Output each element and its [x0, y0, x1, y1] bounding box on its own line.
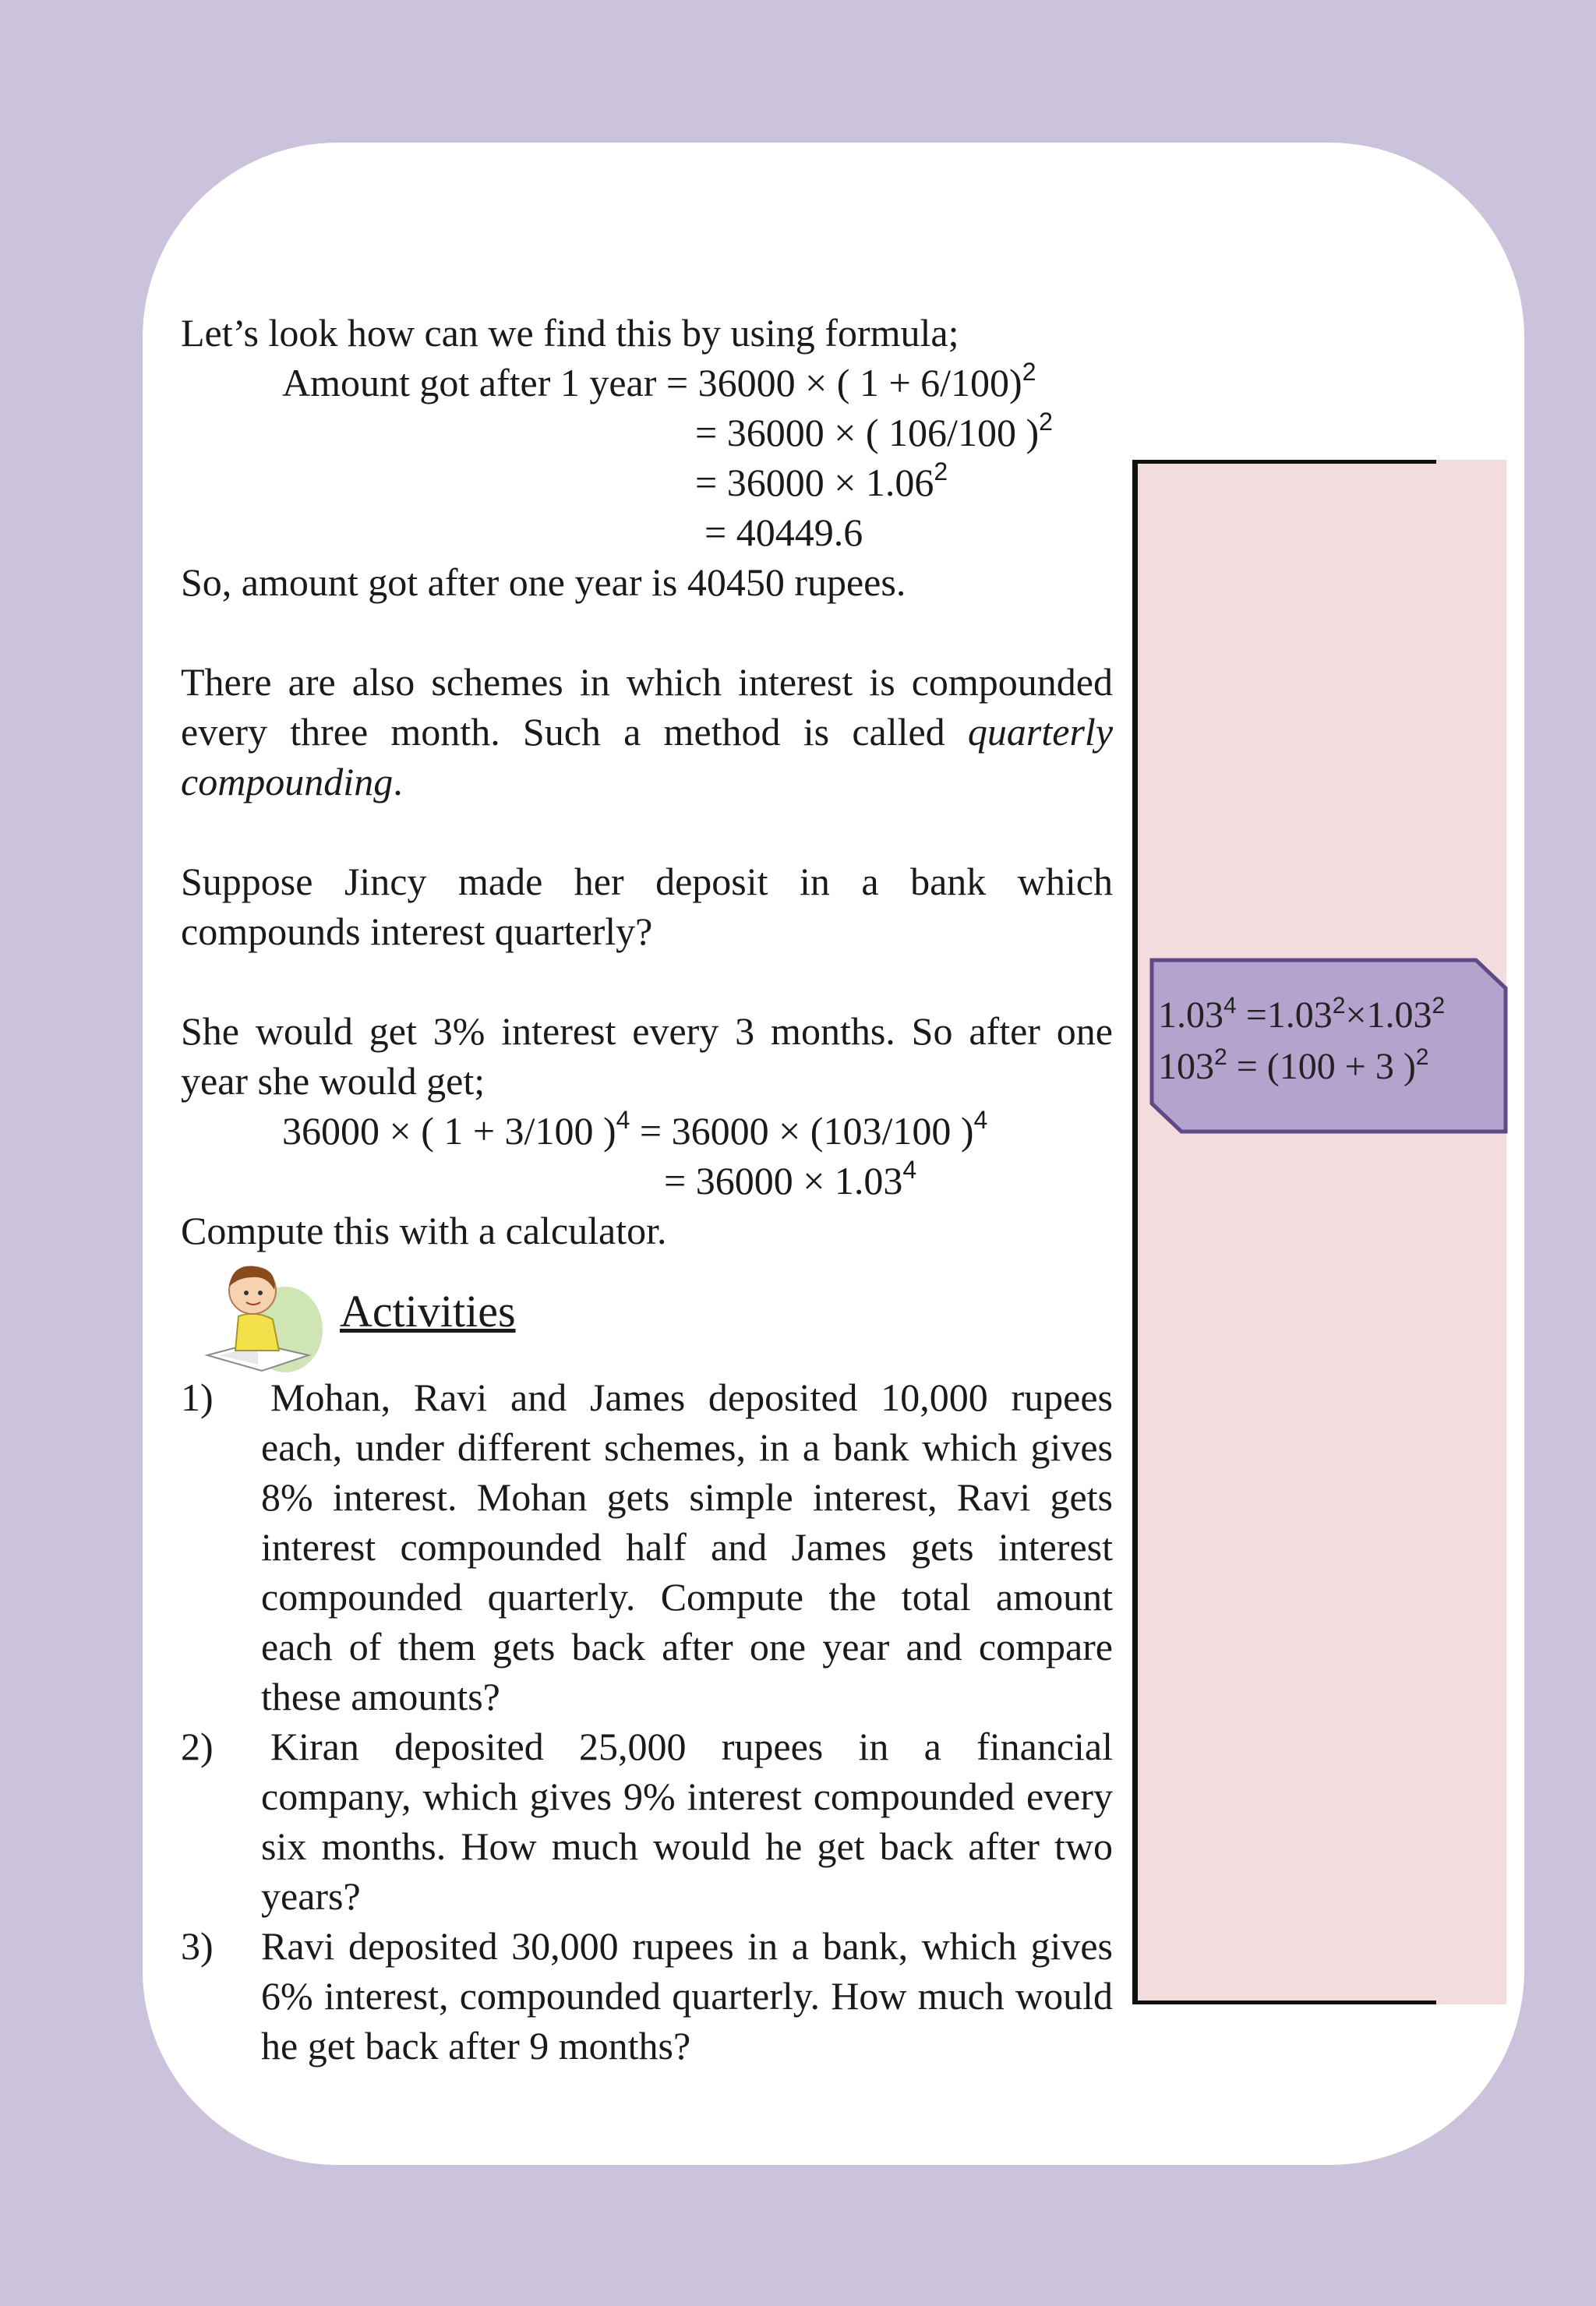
- activity-number: 1): [181, 1375, 214, 1419]
- compute-line: Compute this with a calculator.: [181, 1209, 667, 1252]
- main-text: [181, 308, 1113, 2071]
- activity-item-1: [181, 1372, 1113, 1722]
- so-amount-line: So, amount got after one year is 40450 rupees.: [181, 560, 906, 604]
- activities-list: [181, 1372, 1113, 2071]
- calc2-line-2: = $36000 \times 1.03^4$: [664, 1156, 917, 1202]
- activity-text: Mohan, Ravi and James deposited 10,000 rupees each, under different schemes, in a bank which gives 8% interest. Mohan gets simple interest, Ravi gets interest compounded half and James gets interest compounded quarterly. Compute the total amount each of them gets back after one year and compare these amounts?: [261, 1375, 1113, 1718]
- quarterly-term: quarterly compounding: [181, 710, 1114, 803]
- calc1-line-1: Amount got after 1 year = 36000 × ( 1 + 6/100)$^2$: [282, 358, 1036, 404]
- calc2-line-1: 36000 × ( 1 + 3/100 )$^4$ = 36000 × (103/100 )$^4$: [282, 1106, 988, 1153]
- quarterly-paragraph: There are also schemes in which interest is compounded every three month. Such a method is called quarterly compounding.: [181, 660, 1114, 803]
- activity-item-2: [181, 1722, 1113, 1921]
- activities-header: [181, 1255, 1113, 1372]
- calc1-line-2: = 36000 × ( 106/100 )$^2$: [695, 408, 1053, 454]
- jincy-paragraph: Suppose Jincy made her deposit in a bank which compounds interest quarterly?: [181, 860, 1113, 953]
- activities-title: Activities: [340, 1286, 516, 1337]
- intro-line: Let’s look how can we find this by using formula;: [181, 311, 959, 355]
- child-reading-icon: [192, 1255, 324, 1372]
- calc1-line-4: = 40449.6: [704, 510, 863, 554]
- note-box: [1149, 957, 1509, 1135]
- activity-number: 3): [181, 1924, 214, 1968]
- get3-paragraph: She would get 3% interest every 3 months. So after one year she would get;: [181, 1009, 1113, 1103]
- activity-text: Ravi deposited 30,000 rupees in a bank, which gives 6% interest, compounded quarterly. How much would he get back after 9 months?: [261, 1924, 1113, 2068]
- margin-bracket: [1132, 460, 1436, 2004]
- calc1-line-3: = $36000 \times 1.06^2$: [695, 457, 948, 504]
- note-line-1: $1.03^4 =1.03^2\times 1.03^2$: [1158, 993, 1446, 1036]
- activity-text: Kiran deposited 25,000 rupees in a financial company, which gives 9% interest compounded every six months. How much would he get back after two years?: [261, 1725, 1113, 1918]
- note-line-2: $103^2 = (100 + 3$ )$^2$: [1158, 1044, 1429, 1087]
- activity-item-3: [181, 1921, 1113, 2071]
- note-text: [1158, 990, 1445, 1093]
- activity-number: 2): [181, 1725, 214, 1768]
